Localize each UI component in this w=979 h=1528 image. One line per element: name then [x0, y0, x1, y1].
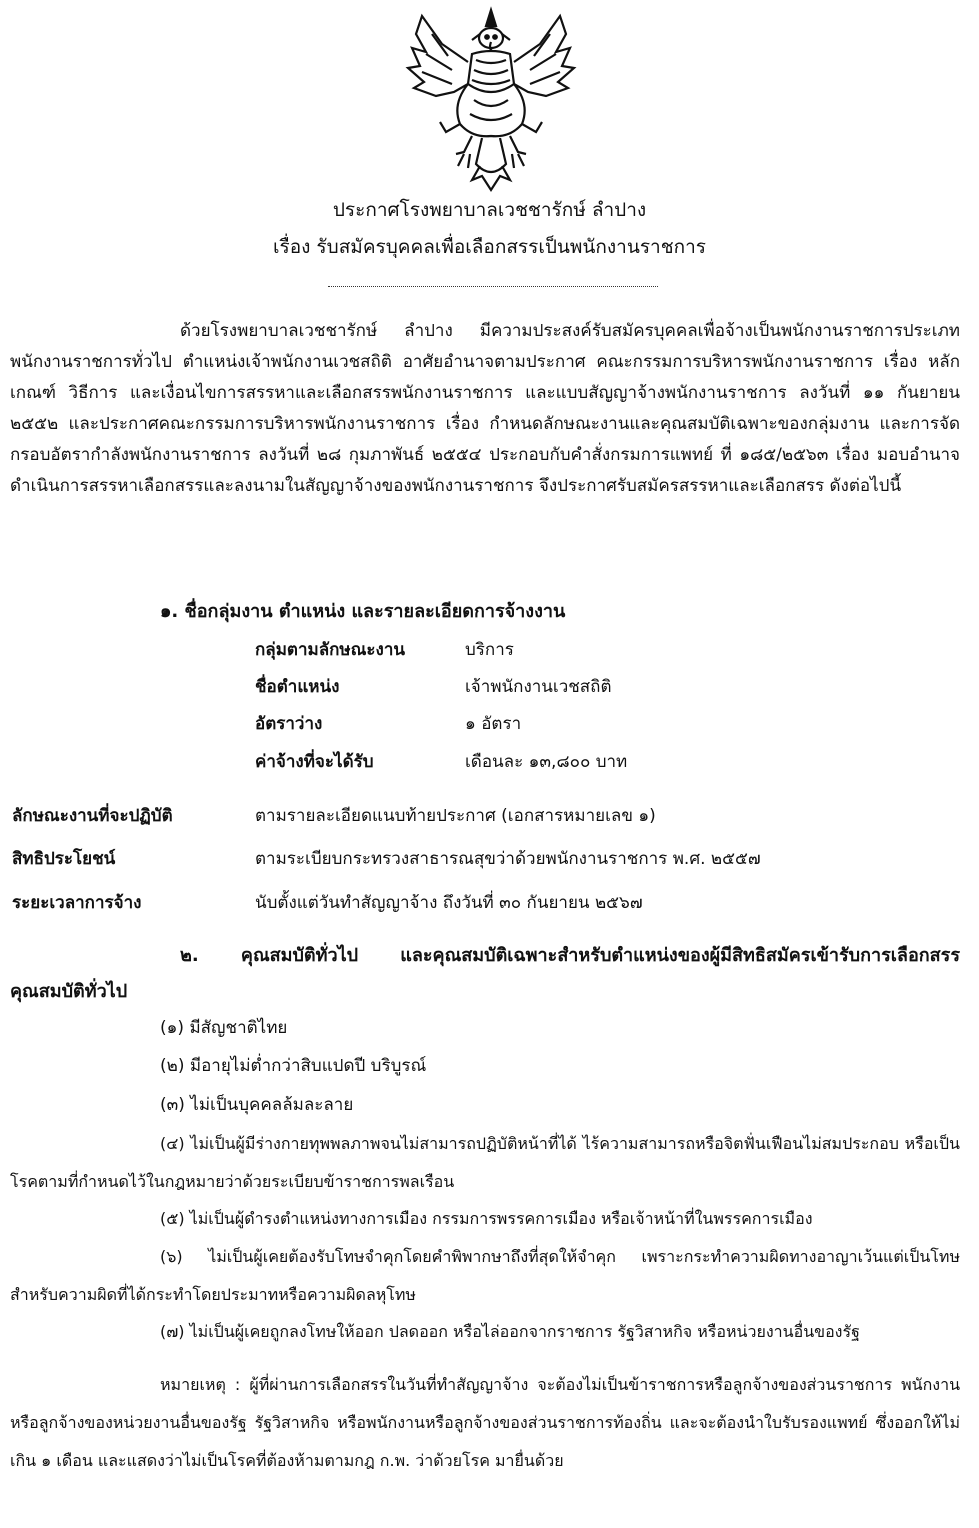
field-value-position: เจ้าพนักงานเวชสถิติ: [465, 677, 612, 697]
intro-paragraph: [10, 316, 960, 502]
qualification-item-4-block: [10, 1125, 960, 1201]
qualification-item-6: (๖) ไม่เป็นผู้เคยต้องรับโทษจำคุกโดยคำพิพากษาถึงที่สุดให้จำคุก เพราะกระทำความผิดทางอาญาเว้นแต่เป็นโทษสำหรับความผิดที่ได้กระทำโดยประมาทหรือความผิดลหุโทษ: [10, 1247, 960, 1304]
qualification-item-1: (๑) มีสัญชาติไทย: [160, 1018, 288, 1038]
section2-heading: ๒. คุณสมบัติทั่วไป และคุณสมบัติเฉพาะสำหรับตำแหน่งของผู้มีสิทธิสมัครเข้ารับการเลือกสรรคุณสมบัติทั่วไป: [10, 945, 960, 1002]
qualification-item-3: (๓) ไม่เป็นบุคคลล้มละลาย: [160, 1095, 354, 1115]
garuda-emblem-icon: [402, 4, 580, 194]
detail-label-period: ระยะเวลาการจ้าง: [12, 893, 142, 913]
announcement-subject: เรื่อง รับสมัครบุคคลเพื่อเลือกสรรเป็นพนักงานราชการ: [273, 236, 706, 258]
title-divider: [328, 286, 658, 287]
qualification-item-7: (๗) ไม่เป็นผู้เคยถูกลงโทษให้ออก ปลดออก หรือไล่ออกจากราชการ รัฐวิสาหกิจ หรือหน่วยงานอื่นของรัฐ: [160, 1322, 860, 1341]
field-value-vacancies: ๑ อัตรา: [465, 714, 522, 734]
section1-heading: ๑. ชื่อกลุ่มงาน ตำแหน่ง และรายละเอียดการจ้างงาน: [160, 601, 566, 622]
qualification-item-6-block: [10, 1238, 960, 1314]
field-label-vacancies: อัตราว่าง: [255, 714, 323, 734]
field-label-work-group: กลุ่มตามลักษณะงาน: [255, 640, 405, 660]
section2-heading-block: [10, 938, 960, 1010]
detail-label-benefits: สิทธิประโยชน์: [12, 849, 116, 869]
field-value-salary: เดือนละ ๑๓,๘๐๐ บาท: [465, 752, 628, 772]
qualification-item-5: (๕) ไม่เป็นผู้ดำรงตำแหน่งทางการเมือง กรรมการพรรคการเมือง หรือเจ้าหน้าที่ในพรรคการเมือง: [160, 1209, 813, 1228]
detail-value-period: นับตั้งแต่วันทำสัญญาจ้าง ถึงวันที่ ๓๐ กันยายน ๒๕๖๗: [255, 893, 643, 913]
field-label-salary: ค่าจ้างที่จะได้รับ: [255, 752, 374, 772]
announcement-title: ประกาศโรงพยาบาลเวชชารักษ์ ลำปาง: [332, 199, 647, 221]
detail-value-duties: ตามรายละเอียดแนบท้ายประกาศ (เอกสารหมายเลข ๑): [255, 806, 656, 826]
detail-value-benefits: ตามระเบียบกระทรวงสาธารณสุขว่าด้วยพนักงานราชการ พ.ศ. ๒๕๕๗: [255, 849, 761, 869]
note-text: หมายเหตุ : ผู้ที่ผ่านการเลือกสรรในวันที่ทำสัญญาจ้าง จะต้องไม่เป็นข้าราชการหรือลูกจ้างของส่วนราชการ พนักงานหรือลูกจ้างของหน่วยงานอื่นของรัฐ รัฐวิสาหกิจ หรือพนักงานหรือลูกจ้างของส่วนราชการท้องถิ่น และจะต้องนำใบรับรองแพทย์ ซึ่งออกให้ไม่เกิน ๑ เดือน และแสดงว่าไม่เป็นโรคที่ต้องห้ามตามกฎ ก.พ. ว่าด้วยโรค มายื่นด้วย: [10, 1375, 960, 1470]
intro-text: ด้วยโรงพยาบาลเวชชารักษ์ ลำปาง มีความประสงค์รับสมัครบุคคลเพื่อจ้างเป็นพนักงานราชการประเภทพนักงานราชการทั่วไป ตำแหน่งเจ้าพนักงานเวชสถิติ อาศัยอำนาจตามประกาศ คณะกรรมการบริหารพนักงานราชการ เรื่อง หลักเกณฑ์ วิธีการ และเงื่อนไขการสรรหาและเลือกสรรพนักงานราชการ และแบบสัญญาจ้างพนักงานราชการ ลงวันที่ ๑๑ กันยายน ๒๕๕๒ และประกาศคณะกรรมการบริหารพนักงานราชการ เรื่อง กำหนดลักษณะงานและคุณสมบัติเฉพาะของกลุ่มงาน และการจัดกรอบอัตรากำลังพนักงานราชการ ลงวันที่ ๒๘ กุมภาพันธ์ ๒๕๕๔ ประกอบกับคำสั่งกรมการแพทย์ ที่ ๑๘๕/๒๕๖๓ เรื่อง มอบอำนาจดำเนินการสรรหาเลือกสรรและลงนามในสัญญาจ้างของพนักงานราชการ จึงประกาศรับสมัครสรรหาและเลือกสรร ดังต่อไปนี้: [10, 321, 960, 496]
note-block: [10, 1366, 960, 1480]
field-label-position: ชื่อตำแหน่ง: [255, 677, 340, 697]
detail-label-duties: ลักษณะงานที่จะปฏิบัติ: [12, 806, 173, 826]
field-value-work-group: บริการ: [465, 640, 514, 660]
qualification-item-2: (๒) มีอายุไม่ต่ำกว่าสิบแปดปี บริบูรณ์: [160, 1056, 427, 1076]
qualification-item-4: (๔) ไม่เป็นผู้มีร่างกายทุพพลภาพจนไม่สามารถปฏิบัติหน้าที่ได้ ไร้ความสามารถหรือจิตฟั่นเฟือนไม่สมประกอบ หรือเป็นโรคตามที่กำหนดไว้ในกฎหมายว่าด้วยระเบียบข้าราชการพลเรือน: [10, 1134, 960, 1191]
